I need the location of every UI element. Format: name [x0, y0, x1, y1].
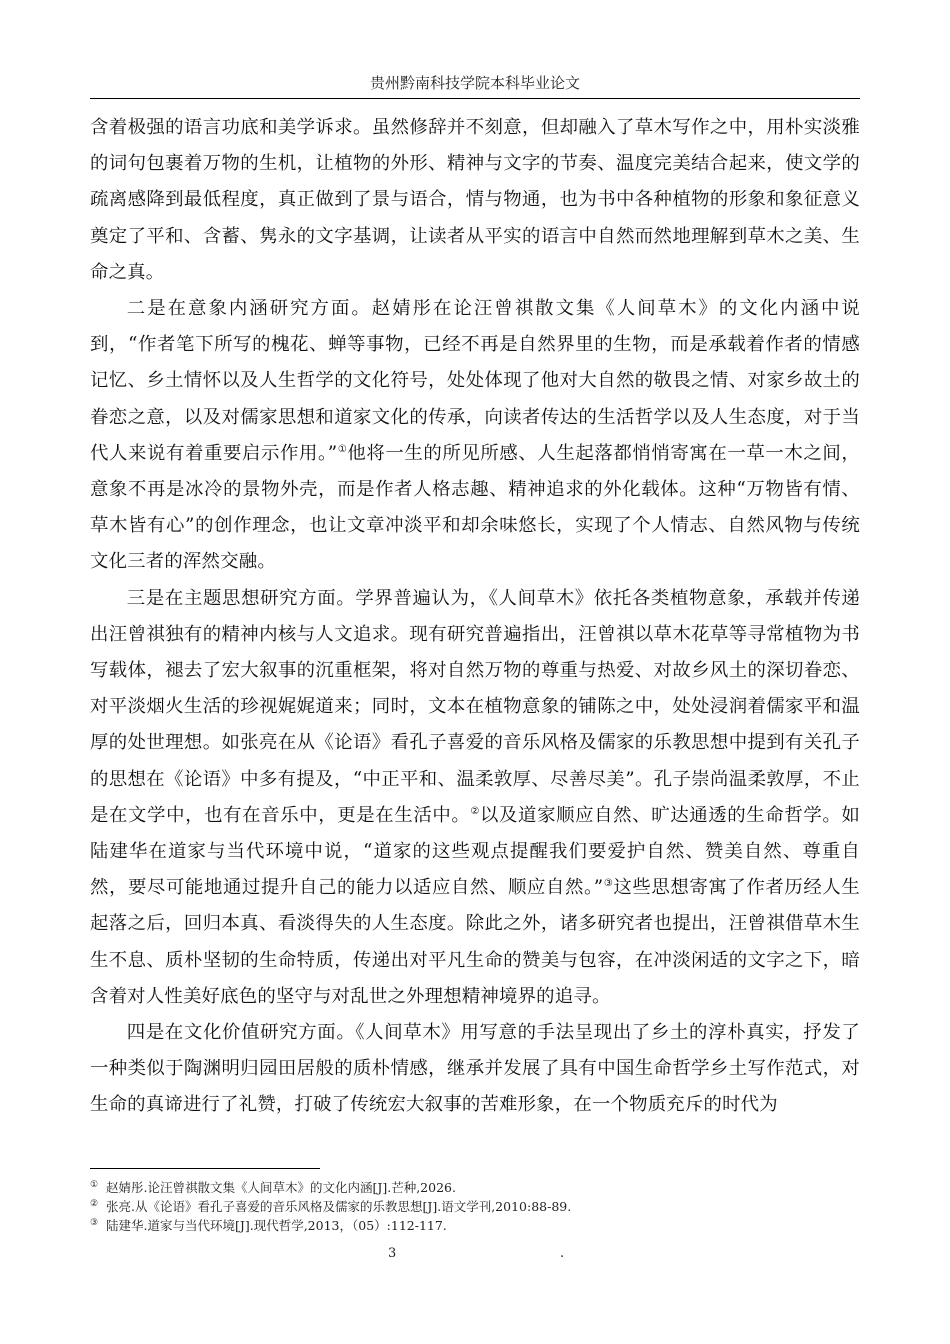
footnote-ref-2[interactable]: ② [470, 805, 481, 817]
paragraph-2-text-b: 他将一生的所见所感、人生起落都悄悄寄寓在一草一木之间，意象不再是冰冷的景物外壳，而是作者人格志趣、精神追求的外化载体。这种“万物皆有情、草木皆有心”的创作理念，也让文章冲淡平和却余味悠长，实现了个人情志、自然风物与传统文化三者的浑然交融。 [90, 442, 860, 573]
footnote-1-mark: ① [90, 1180, 99, 1190]
footnote-1-text: 赵婧彤.论汪曾祺散文集《人间草木》的文化内涵[J].芒种,2026. [106, 1180, 456, 1195]
footnote-3 [90, 1216, 860, 1235]
page-number: 3 [388, 1246, 397, 1261]
paragraph-3-text-a: 三是在主题思想研究方面。学界普遍认为，《人间草木》依托各类植物意象，承载并传递出汪曾祺独有的精神内核与人文追求。现有研究普遍指出，汪曾祺以草木花草等寻常植物为书写载体，褪去了宏大叙事的沉重框架，将对自然万物的尊重与热爱、对故乡风土的深切眷恋、对平淡烟火生活的珍视娓娓道来；同时，文本在植物意象的铺陈之中，处处浸润着儒家平和温厚的处世理想。如张亮在从《论语》看孔子喜爱的音乐风格及儒家的乐教思想中提到有关孔子的思想在《论语》中多有提及，“中正平和、温柔敦厚、尽善尽美”。孔子崇尚温柔敦厚，不止是在文学中，也有在音乐中，更是在生活中。 [90, 587, 860, 826]
paragraph-3-text-c: 这些思想寄寓了作者历经人生起落之后，回归本真、看淡得失的人生态度。除此之外，诸多研究者也提出，汪曾祺借草木生生不息、质朴坚韧的生命特质，传递出对平凡生命的赞美与包容，在冲淡闲适的文字之下，暗含着对人性美好底色的坚守与对乱世之外理想精神境界的追寻。 [90, 877, 860, 1007]
footnote-2 [90, 1197, 860, 1216]
page-header [90, 68, 860, 99]
paragraph-1-text: 含着极强的语言功底和美学诉求。虽然修辞并不刻意，但却融入了草木写作之中，用朴实淡雅的词句包裹着万物的生机，让植物的外形、精神与文字的节奏、温度完美结合起来，使文学的疏离感降到最低程度，真正做到了景与语合，情与物通，也为书中各种植物的形象和象征意义奠定了平和、含蓄、隽永的文字基调，让读者从平实的语言中自然而然地理解到草木之美、生命之真。 [90, 117, 860, 283]
footnote-3-text: 陆建华.道家与当代环境[J].现代哲学,2013，（05）:112-117. [106, 1218, 447, 1233]
paragraph-3 [90, 581, 860, 1015]
footnote-2-mark: ② [90, 1199, 99, 1209]
footnote-separator [90, 1168, 320, 1169]
footnote-2-text: 张亮.从《论语》看孔子喜爱的音乐风格及儒家的乐教思想[J].语文学刊,2010:88-89. [106, 1199, 572, 1214]
footnote-ref-3[interactable]: ③ [603, 878, 614, 890]
footnote-3-mark: ③ [90, 1218, 99, 1228]
footnotes [90, 1178, 860, 1235]
footnote-ref-1[interactable]: ① [337, 443, 348, 455]
paragraph-2 [90, 291, 860, 581]
header-title: 贵州黔南科技学院本科毕业论文 [369, 74, 580, 92]
paragraph-1 [90, 110, 860, 291]
paragraph-2-text-a: 二是在意象内涵研究方面。赵婧彤在论汪曾祺散文集《人间草木》的文化内涵中说到，“作者笔下所写的槐花、蝉等事物，已经不再是自然界里的生物，而是承载着作者的情感记忆、乡土情怀以及人生哲学的文化符号，处处体现了他对大自然的敬畏之情、对家乡故土的眷恋之意，以及对儒家思想和道家文化的传承，向读者传达的生活哲学以及人生态度，对于当代人来说有着重要启示作用。” [90, 298, 860, 464]
paragraph-4-text: 四是在文化价值研究方面。《人间草木》用写意的手法呈现出了乡土的淳朴真实，抒发了一种类似于陶渊明归园田居般的质朴情感，继承并发展了具有中国生命哲学乡土写作范式，对生命的真谛进行了礼赞，打破了传统宏大叙事的苦难形象，在一个物质充斥的时代为 [90, 1022, 860, 1116]
footnote-1 [90, 1178, 860, 1197]
footer-dot: . [560, 1246, 565, 1261]
paragraph-3-text-b: 以及道家顺应自然、旷达通透的生命哲学。如陆建华在道家与当代环境中说，“道家的这些观点提醒我们要爱护自然、赞美自然、尊重自然，要尽可能地通过提升自己的能力以适应自然、顺应自然。” [90, 804, 860, 899]
paragraph-4 [90, 1015, 860, 1124]
body-text [90, 110, 860, 1124]
